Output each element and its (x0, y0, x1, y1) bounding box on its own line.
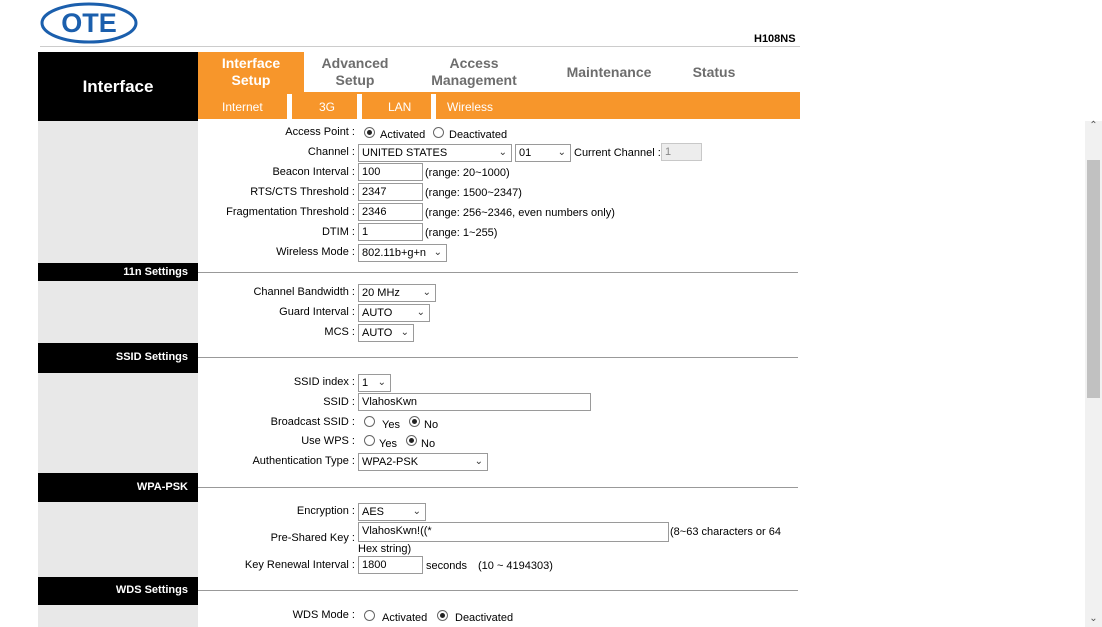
auth-type-value: WPA2-PSK (362, 456, 419, 468)
access-point-deactivated-label: Deactivated (449, 129, 508, 141)
access-point-activated-label: Activated (380, 129, 426, 141)
broadcast-ssid-yes-radio[interactable] (364, 416, 375, 427)
chevron-down-icon: ⌄ (557, 147, 566, 158)
chevron-down-icon: ⌄ (474, 456, 483, 467)
encryption-select[interactable] (358, 503, 426, 521)
key-renewal-unit: seconds (426, 560, 467, 572)
dtim-range: (range: 1~255) (425, 227, 498, 239)
section-title: Interface (38, 52, 198, 121)
ssid-index-label: SSID index : (293, 376, 355, 388)
ote-logo (40, 2, 138, 44)
section-11n-settings: 11n Settings (38, 263, 198, 281)
use-wps-yes-label: Yes (379, 438, 397, 450)
channel-bandwidth-label: Channel Bandwidth : (253, 286, 355, 298)
current-channel-field: 1 (661, 143, 702, 161)
wds-mode-activated-radio[interactable] (364, 610, 375, 621)
channel-select[interactable] (515, 144, 571, 162)
key-renewal-label: Key Renewal Interval : (244, 559, 355, 571)
use-wps-no-radio[interactable] (406, 435, 417, 446)
use-wps-label: Use WPS : (301, 435, 355, 447)
dtim-input[interactable]: 1 (358, 223, 423, 241)
channel-bandwidth-value: 20 MHz (362, 287, 400, 299)
wireless-mode-value: 802.11b+g+n (362, 247, 427, 259)
broadcast-ssid-no-radio[interactable] (409, 416, 420, 427)
wireless-mode-select[interactable] (358, 244, 447, 262)
subtab-separator (357, 94, 362, 119)
rts-threshold-label: RTS/CTS Threshold : (250, 186, 355, 198)
wireless-mode-label: Wireless Mode : (276, 246, 355, 258)
subtab-lan[interactable]: LAN (388, 100, 412, 114)
subtab-wireless[interactable]: Wireless (447, 100, 494, 114)
tab-access-management[interactable] (424, 52, 524, 92)
key-renewal-input[interactable]: 1800 (358, 556, 423, 574)
use-wps-no-label: No (421, 438, 436, 450)
beacon-interval-input[interactable]: 100 (358, 163, 423, 181)
ssid-label: SSID : (323, 396, 355, 408)
access-point-deactivated-radio[interactable] (433, 127, 444, 138)
access-point-label: Access Point : (285, 126, 355, 138)
current-channel-label: Current Channel : (574, 147, 661, 159)
country-select[interactable] (358, 144, 512, 162)
scroll-up-icon[interactable]: ⌃ (1089, 120, 1098, 131)
header-divider (40, 46, 800, 47)
section-divider (198, 272, 798, 273)
sub-nav (198, 92, 800, 119)
subtab-separator (431, 94, 436, 119)
key-renewal-range: (10 ~ 4194303) (478, 560, 553, 572)
section-ssid-settings: SSID Settings (38, 343, 198, 373)
scrollbar-thumb[interactable] (1087, 160, 1100, 398)
chevron-down-icon: ⌄ (400, 327, 409, 338)
tab-advanced-setup-label: Advanced Setup (321, 55, 389, 88)
subtab-internet[interactable]: Internet (222, 100, 263, 114)
auth-type-select[interactable] (358, 453, 488, 471)
tab-maintenance-label: Maintenance (566, 63, 652, 80)
psk-hint-line2: Hex string) (358, 543, 412, 555)
broadcast-ssid-label: Broadcast SSID : (270, 416, 355, 428)
chevron-down-icon: ⌄ (377, 377, 386, 388)
wds-mode-label: WDS Mode : (292, 609, 355, 621)
chevron-down-icon: ⌄ (422, 287, 431, 298)
access-point-activated-radio[interactable] (364, 127, 375, 138)
wds-mode-activated-label: Activated (382, 612, 428, 624)
beacon-interval-range: (range: 20~1000) (425, 167, 510, 179)
section-divider (198, 590, 798, 591)
psk-label: Pre-Shared Key : (270, 532, 355, 544)
subtab-separator (287, 94, 292, 119)
wds-mode-deactivated-label: Deactivated (455, 612, 514, 624)
section-divider (198, 487, 798, 488)
psk-hint-line1: (8~63 characters or 64 (670, 526, 781, 538)
subtab-3g[interactable]: 3G (319, 100, 336, 114)
guard-interval-select[interactable] (358, 304, 430, 322)
chevron-down-icon: ⌄ (498, 147, 507, 158)
tab-interface-setup-label: Interface Setup (221, 55, 281, 88)
section-wds-settings: WDS Settings (38, 577, 198, 605)
channel-value: 01 (519, 147, 532, 159)
auth-type-label: Authentication Type : (252, 455, 355, 467)
guard-interval-label: Guard Interval : (279, 306, 355, 318)
ssid-index-select[interactable] (358, 374, 391, 392)
fragmentation-label: Fragmentation Threshold : (226, 206, 355, 218)
mcs-select[interactable] (358, 324, 414, 342)
wds-mode-deactivated-radio[interactable] (437, 610, 448, 621)
section-divider (198, 357, 798, 358)
rts-threshold-input[interactable]: 2347 (358, 183, 423, 201)
beacon-interval-label: Beacon Interval : (272, 166, 355, 178)
tab-advanced-setup[interactable] (304, 52, 406, 92)
encryption-label: Encryption : (296, 505, 355, 517)
dtim-label: DTIM : (321, 226, 355, 238)
logo-text: OTE (61, 8, 117, 38)
broadcast-ssid-yes-label: Yes (382, 419, 400, 431)
tab-maintenance[interactable] (558, 52, 660, 92)
tab-status-label: Status (692, 63, 736, 80)
channel-bandwidth-select[interactable] (358, 284, 436, 302)
psk-input[interactable]: VlahosKwn!((* (358, 522, 669, 542)
chevron-down-icon: ⌄ (412, 506, 421, 517)
encryption-value: AES (362, 506, 385, 518)
section-wpa-psk: WPA-PSK (38, 473, 198, 502)
channel-label: Channel : (307, 146, 355, 158)
rts-threshold-range: (range: 1500~2347) (425, 187, 522, 199)
chevron-down-icon: ⌄ (416, 307, 425, 318)
broadcast-ssid-no-label: No (424, 419, 439, 431)
country-value: UNITED STATES (362, 147, 448, 159)
main-nav (198, 52, 800, 92)
mcs-value: AUTO (362, 327, 393, 339)
tab-status[interactable] (680, 52, 748, 92)
mcs-label: MCS : (324, 326, 355, 338)
tab-interface-setup[interactable] (198, 52, 304, 92)
model-name: H108NS (754, 33, 796, 45)
fragmentation-input[interactable]: 2346 (358, 203, 423, 221)
fragmentation-range: (range: 256~2346, even numbers only) (425, 207, 615, 219)
ssid-index-value: 1 (362, 377, 369, 389)
guard-interval-value: AUTO (362, 307, 393, 319)
chevron-down-icon: ⌄ (433, 247, 442, 258)
scroll-down-icon[interactable]: ⌄ (1089, 613, 1098, 624)
use-wps-yes-radio[interactable] (364, 435, 375, 446)
tab-access-management-label: Access Management (431, 55, 517, 88)
ssid-input[interactable]: VlahosKwn (358, 393, 591, 411)
